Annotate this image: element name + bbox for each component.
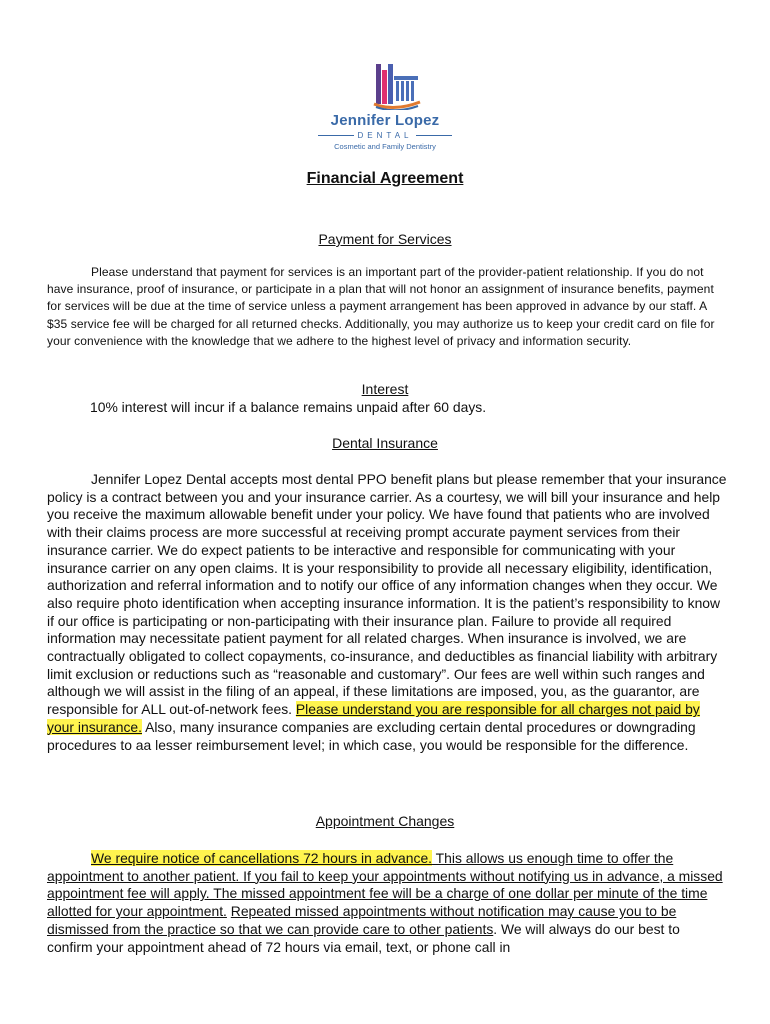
appointments-underlined: This allows us enough time to offer the appointment to another patient. If you fail to keep your appointments without notifying us in advance, a missed appointment fee will apply. The missed appointment fee will be a charge of one dollar per minute of the time allotted for your appointment.	[47, 850, 723, 920]
interest-heading: Interest	[361, 381, 409, 397]
appointments-underlined-2: Repeated missed appointments without notification may cause you to be dismissed from the practice so that we can provide care to other patients	[47, 903, 677, 937]
insurance-heading: Dental Insurance	[332, 435, 438, 451]
logo-brand-name: Jennifer Lopez	[330, 112, 440, 129]
appointments-heading: Appointment Changes	[315, 813, 455, 829]
practice-logo	[300, 62, 470, 152]
logo-tagline: Cosmetic and Family Dentistry	[334, 142, 436, 151]
insurance-text-part1: Jennifer Lopez Dental accepts most dental PPO benefit plans but please remember that your insurance policy is a contract between you and your insurance carrier. As a courtesy, we will bill your insurance and help you receive the maximum allowable benefit under your policy. We have found that patients who are involved with their claims process are more successful at receiving prompt accurate payment services from their insurance carrier. We do expect patients to be interactive and responsible for communicating with your insurance carrier on any open claims. It is your responsibility to provide all necessary eligibility, identification, authorization and referral information and to notify our office of any information changes when they occur. We also require photo identification when accepting insurance information. It is the patient’s responsibility to know if our office is participating or non-participating with their insurance plan. Failure to provide all required information may necessitate patient payment for all related charges. When insurance is involved, we are contractually obligated to collect copayments, co-insurance, and deductibles as financial liability with arbitrary limit exclusion or reductions such as “reasonable and customary”. Our fees are well within such ranges and although we will assist in the filing of an appeal, if these limitations are imposed, you, as the guarantor, are responsible for ALL out-of-network fees.	[47, 471, 727, 718]
interest-text: 10% interest will incur if a balance remains unpaid after 60 days.	[90, 399, 487, 415]
payment-paragraph	[47, 264, 729, 350]
payment-text: Please understand that payment for services is an important part of the provider-patient relationship. If you do not have insurance, proof of insurance, or participate in a plan that will not honor an assignment of insurance benefits, payment for services will be due at the time of service unless a payment arrangement has been approved in advance by our staff. A $35 service fee will be charged for all returned checks. Additionally, you may authorize us to keep your credit card on file for your convenience with the knowledge that we adhere to the highest level of privacy and information security.	[47, 265, 715, 348]
payment-heading: Payment for Services	[318, 231, 452, 247]
appointments-highlight: We require notice of cancellations 72 hours in advance.	[91, 850, 433, 866]
appointments-paragraph	[47, 850, 729, 956]
insurance-paragraph	[47, 471, 729, 754]
document-title: Financial Agreement	[306, 170, 464, 187]
appointments-tail: . We will always do our best to confirm your appointment ahead of 72 hours via email, text, or phone call in	[47, 920, 680, 955]
logo-division: DENTAL	[300, 131, 470, 140]
insurance-highlight: Please understand you are responsible for all charges not paid by your insurance.	[47, 701, 700, 735]
insurance-text-part2: Also, many insurance companies are excluding certain dental procedures or downgrading procedures to aa lesser reimbursement level; in which case, you would be responsible for the difference.	[47, 718, 696, 753]
logo-mark-icon	[366, 62, 422, 110]
